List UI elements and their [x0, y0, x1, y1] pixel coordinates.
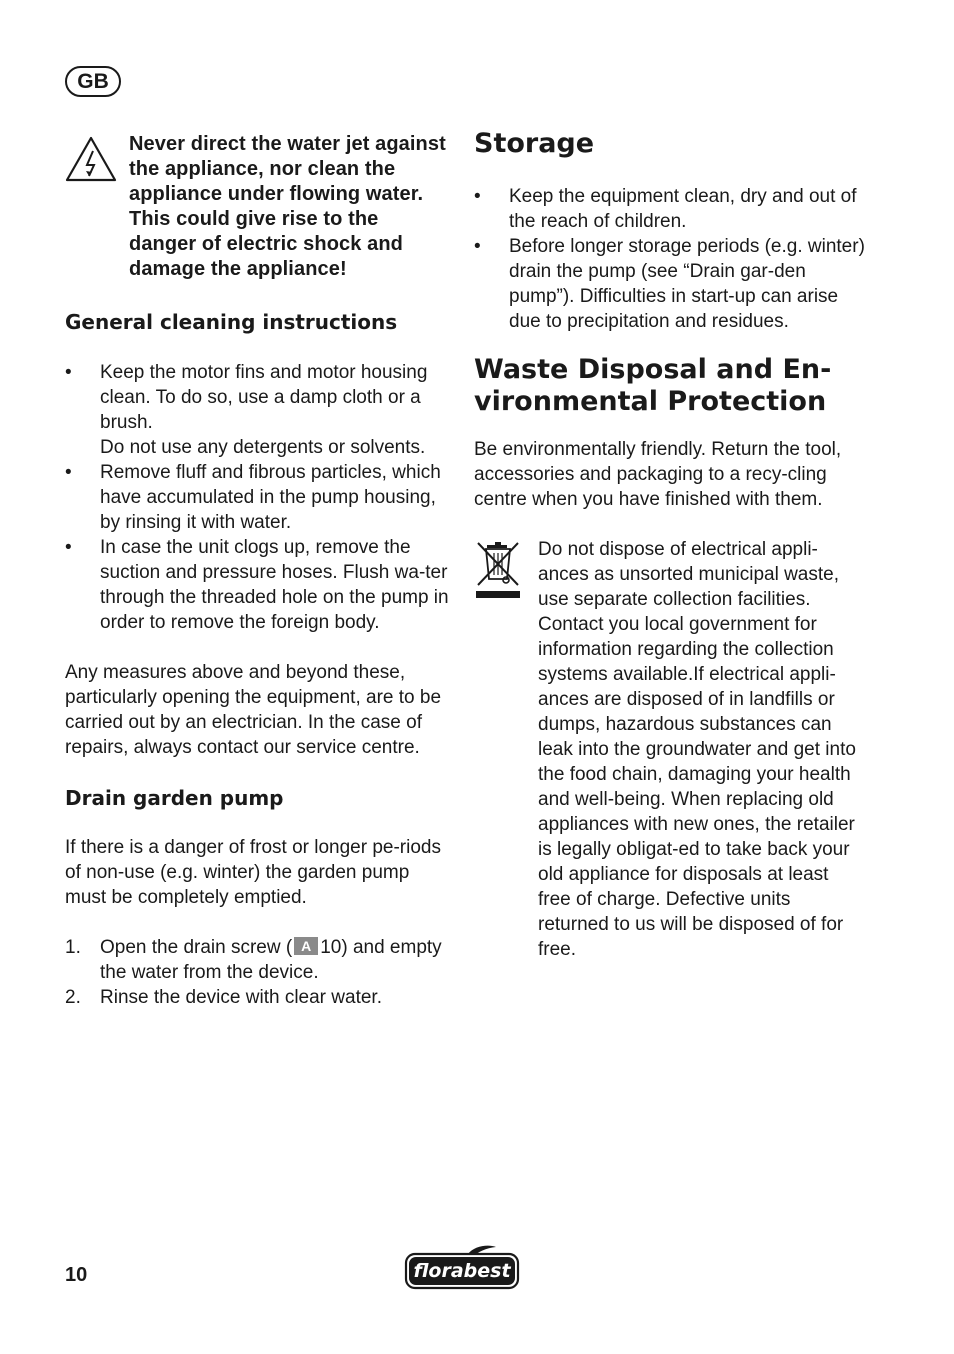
storage-heading: Storage [474, 128, 595, 159]
waste-heading: Waste Disposal and En-vironmental Protection [474, 354, 832, 417]
drain-heading: Drain garden pump [65, 786, 284, 810]
warning-block [65, 132, 450, 282]
weee-block [474, 537, 866, 962]
page-number: 10 [65, 1264, 88, 1286]
step-text: Rinse the device with clear water. [100, 987, 382, 1008]
list-item [65, 985, 450, 1010]
florabest-logo-icon [404, 1244, 520, 1290]
step-number: 2. [65, 987, 81, 1008]
list-item [65, 935, 450, 985]
measures-paragraph: Any measures above and beyond these, particularly opening the equipment, are to be carried out by an electrician. In the case of repairs, always contact our service centre. [65, 662, 442, 758]
electric-shock-warning-icon [65, 135, 117, 183]
crossed-out-wheelie-bin-icon [474, 539, 522, 601]
step-text-after: 10) and empty the water from the device. [100, 937, 442, 983]
bullet-marker: • [65, 362, 72, 383]
bullet-marker: • [474, 236, 481, 257]
list-item [474, 184, 866, 234]
list-item [65, 535, 450, 635]
list-item-text: Keep the equipment clean, dry and out of the reach of children. [509, 186, 857, 232]
language-badge: GB [65, 66, 121, 97]
list-item-text: In case the unit clogs up, remove the suction and pressure hoses. Flush wa-ter through the threaded hole on the pump in order to remove the foreign body. [100, 537, 449, 633]
bullet-marker: • [65, 462, 72, 483]
drain-intro: If there is a danger of frost or longer pe-riods of non-use (e.g. winter) the garden pump must be completely emptied. [65, 837, 441, 908]
waste-intro: Be environmentally friendly. Return the tool, accessories and packaging to a recy-cling centre when you have finished with them. [474, 439, 842, 510]
step-number: 1. [65, 937, 81, 958]
list-item-extra: Do not use any detergents or solvents. [100, 437, 426, 458]
list-item [65, 460, 450, 535]
figure-reference-badge: A [294, 937, 318, 955]
general-cleaning-heading: General cleaning instructions [65, 310, 398, 334]
weee-text: Do not dispose of electrical appli-ances as unsorted municipal waste, use separate collection facilities. Contact you local government for information regarding the collection systems available.If electrical appli-ances are disposed of in landfills or dumps, hazardous substances can leak into the groundwater and get into the food chain, damaging your health and well-being. When replacing old appliances with new ones, the retailer is legally obligat-ed to take back your old appliance for disposals at least free of charge. Defective units returned to us will be disposed of for free. [538, 539, 856, 960]
bullet-marker: • [474, 186, 481, 207]
general-cleaning-list [65, 360, 450, 635]
step-text-before: Open the drain screw ( [100, 937, 293, 958]
drain-steps [65, 935, 450, 1010]
right-column [474, 128, 866, 962]
bullet-marker: • [65, 537, 72, 558]
list-item-text: Before longer storage periods (e.g. winter) drain the pump (see “Drain gar-den pump”). Difficulties in start-up can arise due to precipitation and residues. [509, 236, 865, 332]
warning-text: Never direct the water jet against the appliance, nor clean the appliance under flowing water. This could give rise to the danger of electric shock and damage the appliance! [129, 133, 446, 280]
left-column [65, 132, 450, 1010]
storage-list [474, 184, 866, 334]
list-item [474, 234, 866, 334]
list-item [65, 360, 450, 460]
brand-text: florabest [413, 1260, 511, 1282]
list-item-text: Remove fluff and fibrous particles, which have accumulated in the pump housing, by rinsing it with water. [100, 462, 441, 533]
list-item-text: Keep the motor fins and motor housing clean. To do so, use a damp cloth or a brush. [100, 362, 428, 433]
